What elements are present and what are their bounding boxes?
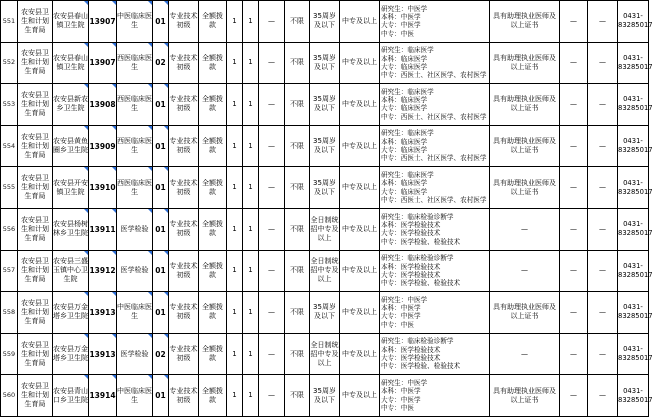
education-type: 35周岁及以下 [310, 84, 340, 126]
major-requirement [380, 250, 490, 292]
qualification: — [490, 333, 560, 375]
ratio: 1 [243, 42, 259, 84]
major-line: 研究生：中医学 [381, 4, 428, 13]
ratio: 1 [243, 333, 259, 375]
major-line: 本科：中医学 [381, 304, 421, 313]
position-count: 01 [153, 167, 169, 209]
contact-phone: 0431-83285017 [618, 375, 649, 417]
education-level: 中专及以上 [340, 333, 380, 375]
position-name: 中医临床医生 [117, 292, 153, 334]
major-line: 大专：临床医学 [381, 62, 428, 71]
ratio: 1 [243, 84, 259, 126]
position-code: 13912 [89, 250, 117, 292]
row-seq: 552 [1, 42, 18, 84]
education-level: 中专及以上 [340, 208, 380, 250]
position-count: 01 [153, 1, 169, 43]
blank-col: — [560, 167, 588, 209]
education-level: 中专及以上 [340, 375, 380, 417]
row-seq: 555 [1, 167, 18, 209]
major-line: 研究生：临床检验诊断学 [381, 212, 454, 221]
position-name: 中医临床医生 [117, 1, 153, 43]
education-type: 35周岁及以下 [310, 42, 340, 84]
hire-count: 1 [227, 167, 243, 209]
major-requirement [380, 292, 490, 334]
table-row [1, 208, 649, 250]
position-category: 专业技术初级 [169, 42, 199, 84]
major-requirement [380, 84, 490, 126]
blank-col: — [560, 375, 588, 417]
contact-phone: 0431-83285017 [618, 125, 649, 167]
dept-name: 农安县卫生和计划生育局 [18, 167, 53, 209]
major-line: 研究生：临床检验诊断学 [381, 337, 454, 346]
blank-col: — [560, 1, 588, 43]
unit-name: 农安县青山口乡卫生院 [53, 375, 89, 417]
position-category: 专业技术初级 [169, 167, 199, 209]
hire-count: 1 [227, 1, 243, 43]
unit-name: 农安县万金塔乡卫生院 [53, 333, 89, 375]
major-line: 研究生：临床医学 [381, 46, 434, 55]
position-code: 13907 [89, 1, 117, 43]
position-name: 西医临床医生 [117, 167, 153, 209]
table-row [1, 1, 649, 43]
unit-name: 农安县万金塔乡卫生院 [53, 292, 89, 334]
major-line: 本科：医学检验技术 [381, 262, 441, 271]
ratio: 1 [243, 167, 259, 209]
ratio: 1 [243, 1, 259, 43]
blank-col: — [588, 1, 618, 43]
position-count: 01 [153, 125, 169, 167]
major-line: 大专：医学检验技术 [381, 270, 441, 279]
education-level: 中专及以上 [340, 1, 380, 43]
hire-count: 1 [227, 125, 243, 167]
funding-type: 全额拨款 [199, 167, 227, 209]
major-line: 本科：中医学 [381, 13, 421, 21]
position-name: 医学检验 [117, 208, 153, 250]
blank-col: — [588, 125, 618, 167]
qualification: 具有助理执业医师及以上证书 [490, 84, 560, 126]
qualification: 具有助理执业医师及以上证书 [490, 1, 560, 43]
education-type: 全日制统招中专及以上 [310, 250, 340, 292]
major-line: 中专：医学检验、检验技术 [381, 279, 461, 288]
age-limit: 不限 [285, 125, 310, 167]
major-line: 本科：医学检验技术 [381, 220, 441, 229]
funding-type: 全额拨款 [199, 1, 227, 43]
position-name: 医学检验 [117, 333, 153, 375]
position-name: 西医临床医生 [117, 125, 153, 167]
qualification: — [490, 250, 560, 292]
major-line: 本科：医学检验技术 [381, 345, 441, 354]
education-type: 35周岁及以下 [310, 167, 340, 209]
funding-type: 全额拨款 [199, 84, 227, 126]
dept-name: 农安县卫生和计划生育局 [18, 208, 53, 250]
education-type: 35周岁及以下 [310, 375, 340, 417]
position-count: 02 [153, 333, 169, 375]
major-line: 本科：临床医学 [381, 137, 428, 146]
major-line: 大专：中医学 [381, 21, 421, 30]
row-seq: 559 [1, 333, 18, 375]
position-code: 13909 [89, 125, 117, 167]
qualification: 具有助理执业医师及以上证书 [490, 125, 560, 167]
contact-phone: 0431-83285017 [618, 250, 649, 292]
age-limit: 不限 [285, 1, 310, 43]
funding-type: 全额拨款 [199, 125, 227, 167]
education-type: 35周岁及以下 [310, 1, 340, 43]
position-category: 专业技术初级 [169, 375, 199, 417]
funding-type: 全额拨款 [199, 42, 227, 84]
ratio: 1 [243, 292, 259, 334]
contact-phone: 0431-83285017 [618, 1, 649, 43]
row-seq: 558 [1, 292, 18, 334]
major-line: 本科：临床医学 [381, 54, 428, 63]
major-line: 大专：中医学 [381, 395, 421, 404]
blank-col: — [588, 333, 618, 375]
age-limit: 不限 [285, 375, 310, 417]
major-line: 中专：中医 [381, 403, 414, 412]
ratio: 1 [243, 125, 259, 167]
position-category: 专业技术初级 [169, 333, 199, 375]
blank-col: — [588, 84, 618, 126]
blank-col: — [560, 292, 588, 334]
row-seq: 553 [1, 84, 18, 126]
major-line: 大专：医学检验技术 [381, 354, 441, 363]
education-level: 中专及以上 [340, 250, 380, 292]
position-count: 01 [153, 208, 169, 250]
major-requirement [380, 125, 490, 167]
dept-name: 农安县卫生和计划生育局 [18, 42, 53, 84]
major-line: 本科：中医学 [381, 387, 421, 396]
hire-count: 1 [227, 333, 243, 375]
blank-col: — [259, 292, 285, 334]
position-count: 01 [153, 84, 169, 126]
table-row [1, 167, 649, 209]
dept-name: 农安县卫生和计划生育局 [18, 333, 53, 375]
blank-col: — [259, 42, 285, 84]
position-code: 13907 [89, 42, 117, 84]
row-seq: 557 [1, 250, 18, 292]
major-line: 本科：临床医学 [381, 96, 428, 105]
funding-type: 全额拨款 [199, 250, 227, 292]
funding-type: 全额拨款 [199, 208, 227, 250]
hire-count: 1 [227, 375, 243, 417]
qualification: 具有助理执业医师及以上证书 [490, 42, 560, 84]
major-requirement [380, 1, 490, 43]
blank-col: — [560, 333, 588, 375]
blank-col: — [259, 125, 285, 167]
ratio: 1 [243, 250, 259, 292]
position-name: 西医临床医生 [117, 42, 153, 84]
position-category: 专业技术初级 [169, 208, 199, 250]
hire-count: 1 [227, 42, 243, 84]
position-name: 西医临床医生 [117, 84, 153, 126]
major-line: 大专：医学检验技术 [381, 229, 441, 238]
hire-count: 1 [227, 292, 243, 334]
position-category: 专业技术初级 [169, 84, 199, 126]
unit-name: 农安县开安镇卫生院 [53, 167, 89, 209]
major-line: 研究生：临床检验诊断学 [381, 254, 454, 263]
table-row [1, 125, 649, 167]
blank-col: — [588, 250, 618, 292]
funding-type: 全额拨款 [199, 292, 227, 334]
blank-col: — [259, 333, 285, 375]
major-requirement [380, 42, 490, 84]
position-category: 专业技术初级 [169, 1, 199, 43]
major-line: 研究生：中医学 [381, 295, 428, 304]
qualification: 具有助理执业医师及以上证书 [490, 292, 560, 334]
hire-count: 1 [227, 250, 243, 292]
row-seq: 554 [1, 125, 18, 167]
position-code: 13913 [89, 333, 117, 375]
position-count: 01 [153, 292, 169, 334]
major-line: 研究生：临床医学 [381, 87, 434, 96]
position-count: 01 [153, 250, 169, 292]
education-type: 35周岁及以下 [310, 125, 340, 167]
position-code: 13913 [89, 292, 117, 334]
blank-col: — [560, 250, 588, 292]
contact-phone: 0431-83285017 [618, 84, 649, 126]
funding-type: 全额拨款 [199, 375, 227, 417]
position-code: 13908 [89, 84, 117, 126]
row-seq: 551 [1, 1, 18, 43]
table-row [1, 250, 649, 292]
blank-col: — [588, 292, 618, 334]
major-requirement [380, 167, 490, 209]
education-level: 中专及以上 [340, 42, 380, 84]
position-count: 01 [153, 375, 169, 417]
dept-name: 农安县卫生和计划生育局 [18, 250, 53, 292]
ratio: 1 [243, 208, 259, 250]
blank-col: — [588, 42, 618, 84]
table-row [1, 84, 649, 126]
education-level: 中专及以上 [340, 84, 380, 126]
blank-col: — [588, 375, 618, 417]
unit-name: 农安县杨树林乡卫生院 [53, 208, 89, 250]
position-category: 专业技术初级 [169, 125, 199, 167]
position-category: 专业技术初级 [169, 292, 199, 334]
education-level: 中专及以上 [340, 292, 380, 334]
age-limit: 不限 [285, 84, 310, 126]
contact-phone: 0431-83285017 [618, 42, 649, 84]
blank-col: — [259, 1, 285, 43]
blank-col: — [259, 84, 285, 126]
unit-name: 农安县新农乡卫生院 [53, 84, 89, 126]
major-line: 研究生：临床医学 [381, 171, 434, 180]
education-level: 中专及以上 [340, 167, 380, 209]
row-seq: 556 [1, 208, 18, 250]
major-line: 中专：西医士、社区医学、农村医学 [381, 112, 487, 121]
position-count: 02 [153, 42, 169, 84]
major-line: 中专：西医士、社区医学、农村医学 [381, 71, 487, 80]
blank-col: — [560, 208, 588, 250]
contact-phone: 0431-83285017 [618, 333, 649, 375]
education-level: 中专及以上 [340, 125, 380, 167]
major-line: 本科：临床医学 [381, 179, 428, 188]
age-limit: 不限 [285, 167, 310, 209]
blank-col: — [259, 208, 285, 250]
dept-name: 农安县卫生和计划生育局 [18, 292, 53, 334]
position-category: 专业技术初级 [169, 250, 199, 292]
major-line: 大专：中医学 [381, 312, 421, 321]
blank-col: — [588, 208, 618, 250]
unit-name: 农安县春山镇卫生院 [53, 42, 89, 84]
position-code: 13911 [89, 208, 117, 250]
position-name: 医学检验 [117, 250, 153, 292]
major-line: 中专：中医 [381, 29, 414, 38]
qualification: 具有助理执业医师及以上证书 [490, 167, 560, 209]
dept-name: 农安县卫生和计划生育局 [18, 125, 53, 167]
blank-col: — [560, 125, 588, 167]
major-line: 大专：临床医学 [381, 187, 428, 196]
hire-count: 1 [227, 84, 243, 126]
contact-phone: 0431-83285017 [618, 208, 649, 250]
blank-col: — [560, 84, 588, 126]
major-line: 大专：临床医学 [381, 104, 428, 113]
major-line: 中专：医学检验、检验技术 [381, 237, 461, 246]
blank-col: — [588, 167, 618, 209]
table-row [1, 375, 649, 417]
major-requirement [380, 208, 490, 250]
ratio: 1 [243, 375, 259, 417]
education-type: 全日制统招中专及以上 [310, 208, 340, 250]
unit-name: 农安县春山镇卫生院 [53, 1, 89, 43]
row-seq: 560 [1, 375, 18, 417]
major-requirement [380, 333, 490, 375]
blank-col: — [259, 167, 285, 209]
blank-col: — [560, 42, 588, 84]
major-line: 研究生：临床医学 [381, 129, 434, 138]
major-requirement [380, 375, 490, 417]
dept-name: 农安县卫生和计划生育局 [18, 1, 53, 43]
dept-name: 农安县卫生和计划生育局 [18, 375, 53, 417]
education-type: 全日制统招中专及以上 [310, 333, 340, 375]
education-type: 35周岁及以下 [310, 292, 340, 334]
major-line: 大专：临床医学 [381, 146, 428, 155]
hire-count: 1 [227, 208, 243, 250]
unit-name: 农安县黄鱼圈乡卫生院 [53, 125, 89, 167]
unit-name: 农安县三盛玉镇中心卫生院 [53, 250, 89, 292]
dept-name: 农安县卫生和计划生育局 [18, 84, 53, 126]
position-code: 13910 [89, 167, 117, 209]
position-name: 中医临床医生 [117, 375, 153, 417]
qualification: 具有助理执业医师及以上证书 [490, 375, 560, 417]
blank-col: — [259, 250, 285, 292]
age-limit: 不限 [285, 42, 310, 84]
major-line: 中专：西医士、社区医学、农村医学 [381, 195, 487, 204]
age-limit: 不限 [285, 292, 310, 334]
table-row [1, 292, 649, 334]
position-code: 13914 [89, 375, 117, 417]
age-limit: 不限 [285, 250, 310, 292]
funding-type: 全额拨款 [199, 333, 227, 375]
contact-phone: 0431-83285017 [618, 292, 649, 334]
contact-phone: 0431-83285017 [618, 167, 649, 209]
major-line: 研究生：中医学 [381, 379, 428, 388]
major-line: 中专：医学检验、检验技术 [381, 362, 461, 371]
major-line: 中专：西医士、社区医学、农村医学 [381, 154, 487, 163]
major-line: 中专：中医 [381, 320, 414, 329]
age-limit: 不限 [285, 208, 310, 250]
age-limit: 不限 [285, 333, 310, 375]
table-row [1, 42, 649, 84]
qualification: — [490, 208, 560, 250]
table-row [1, 333, 649, 375]
blank-col: — [259, 375, 285, 417]
